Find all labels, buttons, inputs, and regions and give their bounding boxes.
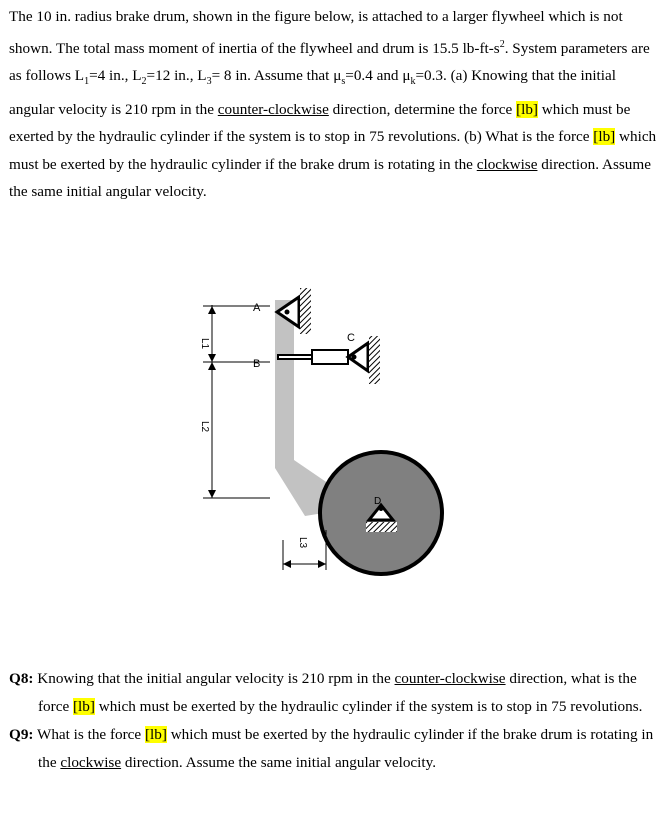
label-a: A	[253, 302, 261, 314]
unit-highlight: [lb]	[144, 726, 167, 743]
question-q8: Q8: Knowing that the initial angular velocity is 210 rpm in the counter-clockwise direction, what is the force [lb] which must be exerted by the hydraulic cylinder if the system is to stop in 75 revolutions.	[9, 670, 643, 715]
label-l1: L1	[199, 338, 210, 350]
pivot-c-pin	[352, 355, 357, 360]
unit-highlight: [lb]	[516, 100, 538, 118]
label-b: B	[253, 358, 261, 370]
problem-statement: The 10 in. radius brake drum, shown in the figure below, is attached to a larger flywheel which is not shown. The total mass moment of inertia of the flywheel and drum is 15.5 $lb-ft-s^2$. System parameters are as follows $L_1=4$ in., $L_2=12$ in., $L_3= 8$ in. Assume that $\mu_s=0.4$ and $\mu_k=0.3$. (a) Knowing that the initial angular velocity is 210 rpm in the counter-clockwise direction, determine the force [lb] which must be exerted by the hydraulic cylinder if the system is to stop in 75 revolutions. (b) What is the force [lb] which must be exerted by the hydraulic cylinder if the brake drum is rotating in the clockwise direction. Assume the same initial angular velocity.	[9, 8, 657, 201]
question-q9: Q9: What is the force [lb] which must be exerted by the hydraulic cylinder if the brake drum is rotating in the clockwise direction. Assume the same initial angular velocity.	[9, 726, 654, 771]
hydraulic-cylinder	[312, 350, 348, 364]
pivot-a-pin	[285, 310, 290, 315]
wall-hatch-a	[300, 288, 311, 334]
ccw-term: counter-clockwise	[217, 100, 329, 118]
pivot-d-pin	[379, 507, 383, 511]
wall-hatch-c	[369, 336, 380, 384]
label-l2: L2	[199, 421, 210, 433]
pivot-c-support	[348, 343, 368, 371]
label-l3: L3	[297, 537, 308, 549]
cw-term: clockwise	[476, 155, 538, 173]
unit-highlight: [lb]	[73, 698, 95, 715]
ground-hatch-d	[366, 522, 397, 532]
label-c: C	[347, 332, 355, 344]
label-d: D	[374, 496, 382, 507]
questions	[9, 665, 664, 777]
cylinder-rod	[278, 355, 313, 359]
unit-highlight: [lb]	[593, 128, 616, 146]
